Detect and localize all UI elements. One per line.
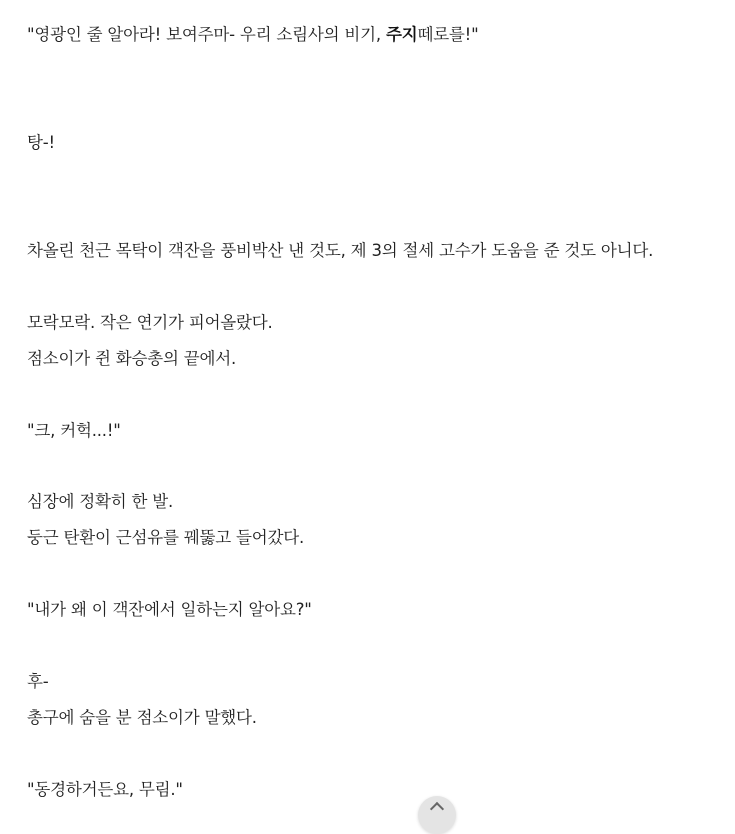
paragraph-dialogue-cough: "크, 커헉...!" xyxy=(27,421,121,440)
paragraph-dialogue-question: "내가 왜 이 객잔에서 일하는지 알아요?" xyxy=(27,600,312,619)
paragraph-sfx: 탕-! xyxy=(27,133,55,152)
paragraph-dialogue-shaolin xyxy=(27,23,478,47)
paragraph-matchlock: 점소이가 쥔 화승총의 끝에서. xyxy=(27,349,237,368)
paragraph-breath: 후- xyxy=(27,672,49,691)
bold-emphasis: 주지 xyxy=(385,25,418,44)
paragraph-smoke: 모락모락. 작은 연기가 피어올랐다. xyxy=(27,313,273,332)
paragraph-bullet: 둥근 탄환이 근섬유를 꿰뚫고 들어갔다. xyxy=(27,528,305,547)
paragraph-heart-shot: 심장에 정확히 한 발. xyxy=(27,492,174,511)
paragraph-text-post: 떼로를!" xyxy=(417,25,479,44)
paragraph-dialogue-murim: "동경하거든요, 무림." xyxy=(27,780,183,799)
paragraph-waiter-said: 총구에 숨을 분 점소이가 말했다. xyxy=(27,708,257,727)
paragraph-narration: 차올린 천근 목탁이 객잔을 풍비박산 낸 것도, 제 3의 절세 고수가 도움을 준 것도 아니다. xyxy=(27,241,654,260)
chevron-up-icon xyxy=(430,802,444,816)
scroll-to-top-button[interactable] xyxy=(418,796,456,834)
paragraph-text-pre: "영광인 줄 알아라! 보여주마- 우리 소림사의 비기, xyxy=(27,25,386,44)
